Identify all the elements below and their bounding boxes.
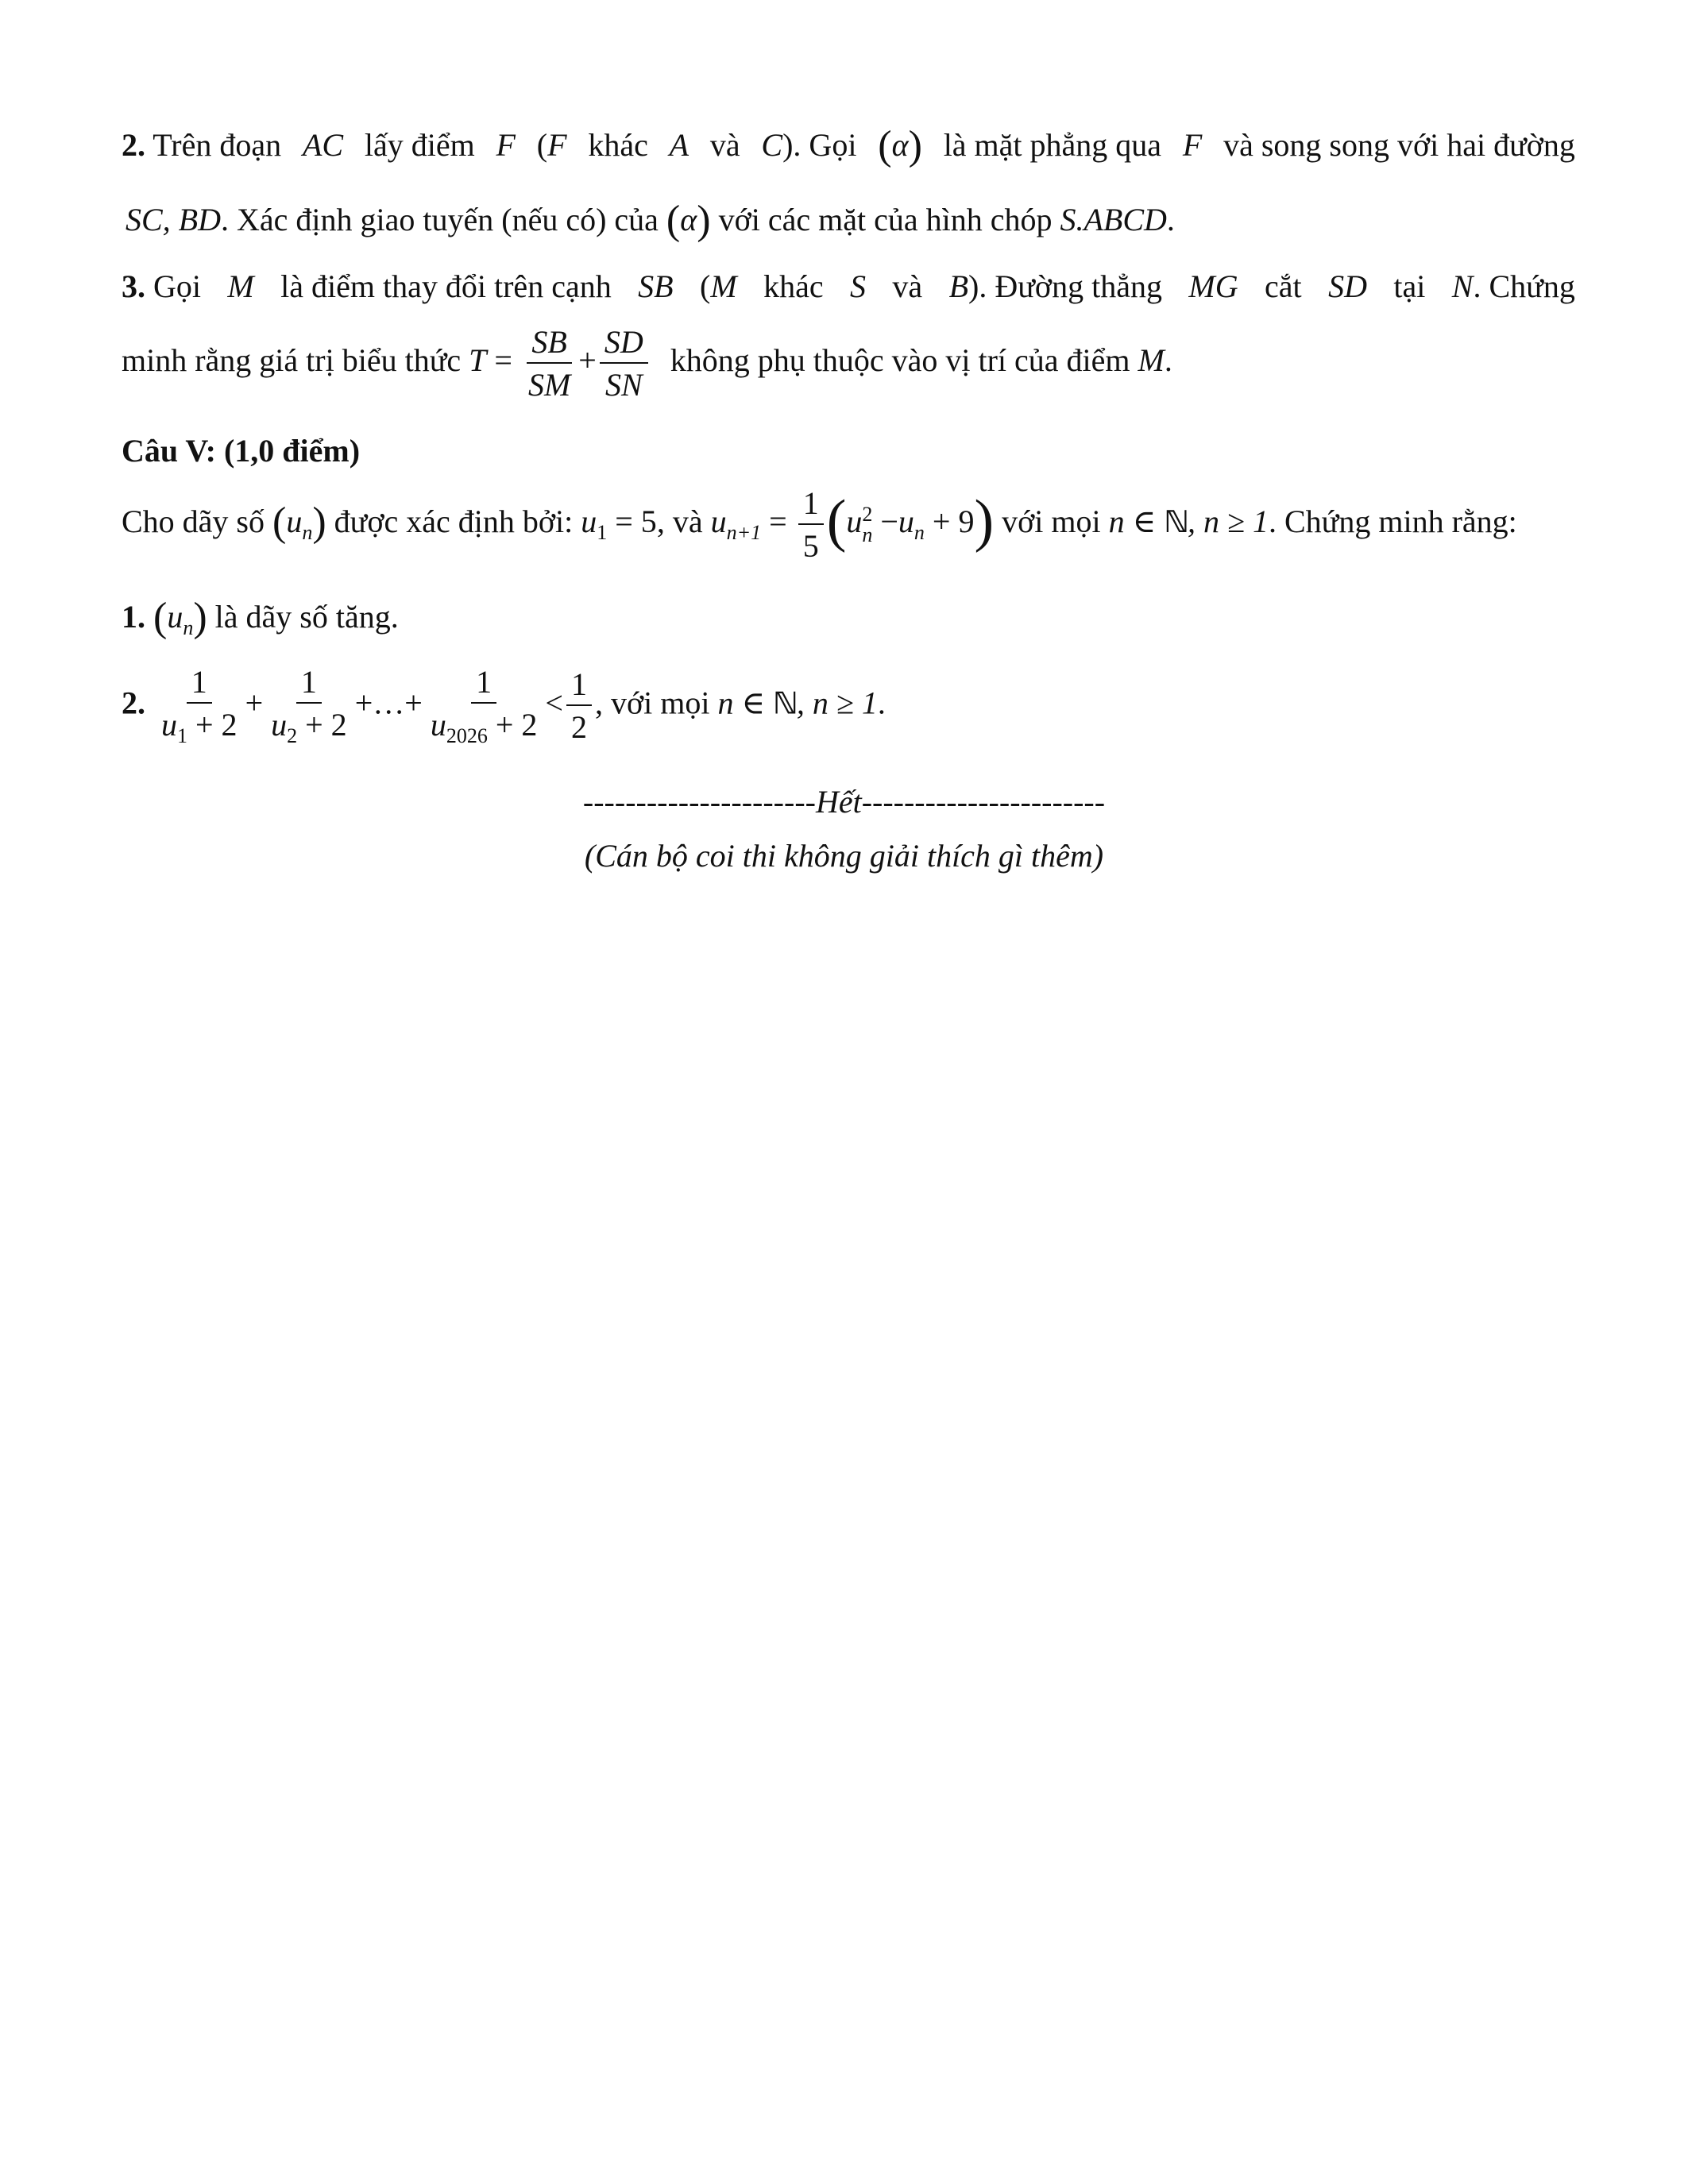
fraction-u1: $\frac{1}{u_1 + 2}$	[161, 664, 238, 747]
fraction-u2026: $\frac{1}{u_{2026} + 2}$	[430, 664, 538, 747]
segment-ac: AC	[302, 127, 344, 163]
item3-number: 3.	[122, 268, 145, 304]
fraction-one-fifth: $\frac{1}{5}$	[798, 487, 824, 563]
item3-line1: 3. Gọi M là điểm thay đổi trên cạnh SB (M khác S và B). Đường thẳng MG cắt SD tại N. Chứng	[122, 268, 1575, 304]
item2-number: 2.	[122, 127, 145, 163]
item2-line2: SC, BD. Xác định giao tuyến (nếu có) của (α) với các mặt của hình chóp S.ABCD.	[126, 198, 1175, 243]
fraction-sb-sm: $\frac{SB}{SM}$	[527, 324, 571, 403]
section-heading-cau-v: Câu V: (1,0 điểm)	[122, 433, 361, 469]
fraction-u2: $\frac{1}{u_2 + 2}$	[271, 664, 347, 747]
end-marker: ----------------------Hết-----------------------	[582, 784, 1106, 820]
cau5-statement: Cho dãy số $(u_n)$ được xác định bởi: $u_1 = 5$, và $u_{n+1}$ = $\frac{1}{5}$ (u 2 n $-u_n + 9$) với mọi n ∈ ℕ, n ≥ 1. Chứng minh rằng:	[122, 484, 1517, 564]
natural-numbers-symbol: ℕ	[1164, 504, 1188, 539]
sub2-line: 2. $\frac{1}{u_1 + 2}$ + $\frac{1}{u_2 + 2}$ +…+ $\frac{1}{u_{2026} + 2}$ < $\frac{1}{2}$ , với mọi n ∈ ℕ, n ≥ 1.	[122, 664, 886, 747]
fraction-sd-sn: $\frac{SD}{SN}$	[600, 326, 648, 402]
sub1-line: 1. $(u_n)$ là dãy số tăng.	[122, 595, 399, 640]
fraction-one-half: $\frac{1}{2}$	[566, 668, 592, 744]
proctor-note: (Cán bộ coi thi không giải thích gì thêm)	[584, 838, 1104, 874]
item2-line1: 2. Trên đoạn AC lấy điểm F (F khác A và C). Gọi (α) là mặt phẳng qua F và song song với hai đường	[122, 123, 1575, 168]
item3-line2: minh rằng giá trị biểu thức T = $\frac{SB}{SM}$ + $\frac{SD}{SN}$ không phụ thuộc vào vị trí của điểm M.	[122, 324, 1172, 403]
plane-alpha: α	[891, 127, 909, 163]
